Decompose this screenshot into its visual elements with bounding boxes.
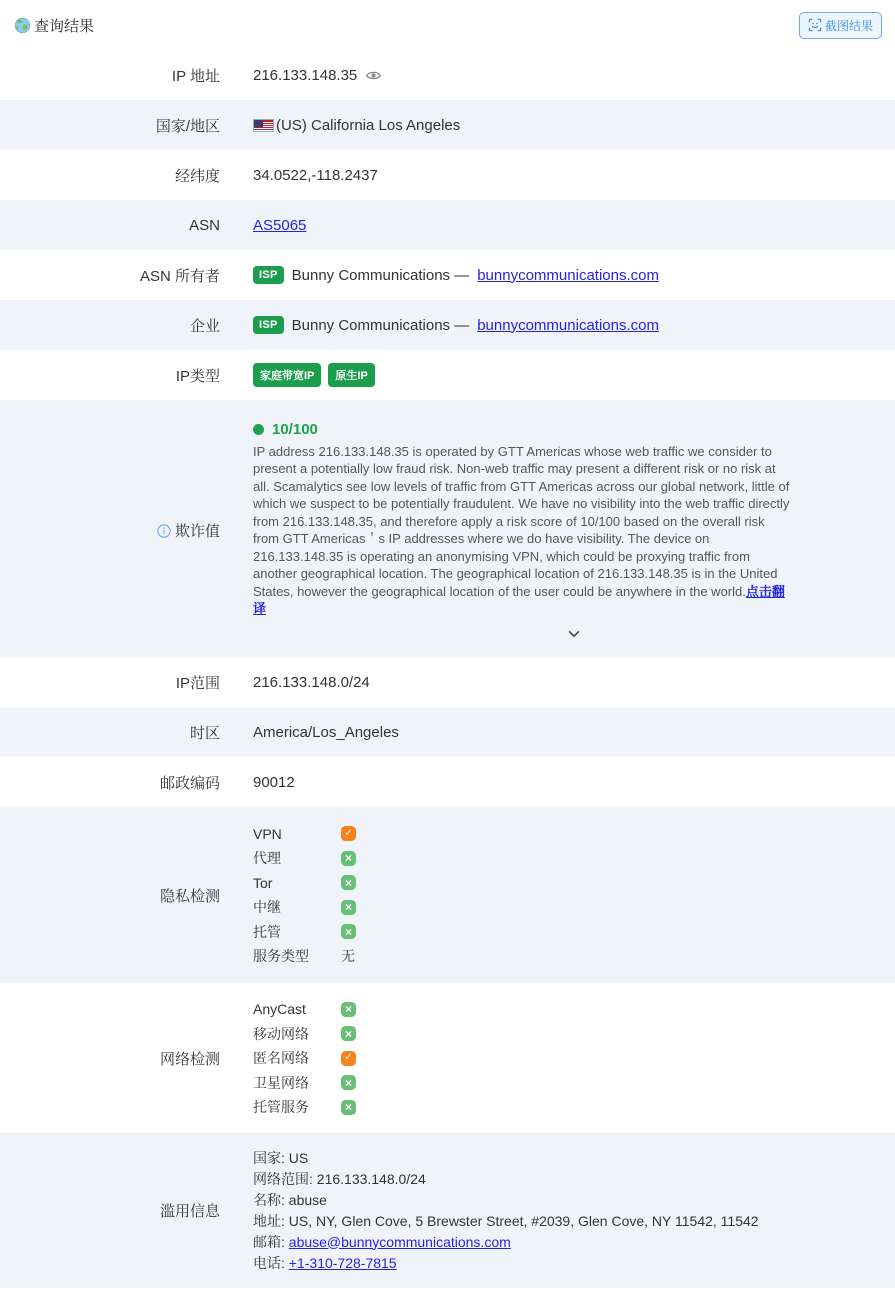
network-list <box>253 997 895 1120</box>
abuse-line <box>253 1232 895 1253</box>
status-icon <box>341 826 356 841</box>
us-flag-icon <box>253 119 274 132</box>
status-icon <box>341 924 356 939</box>
timezone-label: 时区 <box>189 724 220 742</box>
privacy-item <box>253 895 895 920</box>
network-item <box>253 1021 895 1046</box>
privacy-item <box>253 871 895 896</box>
company-label: 企业 <box>189 317 220 335</box>
abuse-line-text: 网络范围: 216.133.148.0/24 <box>253 1170 426 1187</box>
row-postal-code <box>0 757 895 807</box>
privacy-item <box>253 920 895 945</box>
page-title-text: 查询结果 <box>34 17 95 35</box>
abuse-line-text: 国家: US <box>253 1149 309 1166</box>
status-icon <box>341 851 356 866</box>
page-title <box>14 15 94 36</box>
abuse-line-text: 电话: <box>253 1254 289 1271</box>
network-item <box>253 1046 895 1071</box>
timezone-value: America/Los_Angeles <box>253 723 399 741</box>
abuse-line <box>253 1148 895 1169</box>
row-country <box>0 100 895 150</box>
abuse-line-text: 邮箱: <box>253 1233 289 1250</box>
abuse-line-link[interactable]: +1-310-728-7815 <box>288 1254 397 1271</box>
asn-owner-label: ASN 所有者 <box>139 267 220 285</box>
native-ip-badge: 原生IP <box>328 363 374 387</box>
status-icon <box>341 1075 356 1090</box>
info-icon <box>157 524 171 538</box>
privacy-item-name: 服务类型 <box>253 948 309 965</box>
network-item-name: 托管服务 <box>253 1099 309 1115</box>
row-ip-type <box>0 350 895 400</box>
network-item-name: 匿名网络 <box>253 1050 309 1066</box>
abuse-line-text: 名称: abuse <box>253 1191 327 1208</box>
expand-toggle[interactable] <box>253 627 895 641</box>
isp-badge: ISP <box>253 316 284 334</box>
ip-address-value: 216.133.148.35 <box>253 66 358 84</box>
ip-range-label: IP范围 <box>175 674 220 692</box>
score-dot-icon <box>253 424 264 435</box>
abuse-line-text: 地址: US, NY, Glen Cove, 5 Brewster Street, #2039, Glen Cove, NY 11542, 11542 <box>253 1212 759 1229</box>
company-domain-link[interactable]: bunnycommunications.com <box>477 316 659 334</box>
network-item-name: 移动网络 <box>253 1025 309 1042</box>
row-asn <box>0 200 895 250</box>
abuse-line <box>253 1190 895 1211</box>
row-asn-owner <box>0 250 895 300</box>
globe-icon <box>14 17 31 34</box>
fraud-label: 欺诈值 <box>174 523 220 540</box>
country-value: (US) California Los Angeles <box>276 116 461 134</box>
privacy-detection-label: 隐私检测 <box>159 887 220 905</box>
row-fraud-score <box>0 400 895 657</box>
postal-code-label: 邮政编码 <box>159 774 220 792</box>
network-item <box>253 1070 895 1095</box>
status-icon <box>341 900 356 915</box>
privacy-item-name: VPN <box>253 825 282 842</box>
latlng-label: 经纬度 <box>174 167 220 185</box>
row-abuse-info <box>0 1133 895 1288</box>
home-broadband-ip-badge: 家庭带宽IP <box>253 363 321 387</box>
eye-icon[interactable] <box>365 67 382 84</box>
abuse-line <box>253 1253 895 1274</box>
status-icon <box>341 1002 356 1017</box>
network-detection-label: 网络检测 <box>159 1050 220 1068</box>
asn-owner-domain-link[interactable]: bunnycommunications.com <box>477 266 659 284</box>
chevron-down-icon <box>567 627 581 641</box>
privacy-item-value: 无 <box>341 948 355 965</box>
postal-code-value: 90012 <box>253 773 295 791</box>
privacy-item <box>253 822 895 847</box>
abuse-line <box>253 1211 895 1232</box>
asn-link[interactable]: AS5065 <box>253 216 307 234</box>
row-latlng <box>0 150 895 200</box>
network-item-name: 卫星网络 <box>253 1074 309 1091</box>
abuse-line <box>253 1169 895 1190</box>
network-item <box>253 1095 895 1120</box>
status-icon <box>341 1100 356 1115</box>
status-icon <box>341 1051 356 1066</box>
privacy-item-name: 中继 <box>253 899 281 916</box>
row-network-detection <box>0 983 895 1133</box>
row-company <box>0 300 895 350</box>
abuse-info-label: 滥用信息 <box>159 1203 220 1220</box>
privacy-list <box>253 822 895 969</box>
fraud-score-value: 10/100 <box>272 420 318 438</box>
row-privacy-detection <box>0 807 895 983</box>
ip-type-label: IP类型 <box>175 367 220 385</box>
privacy-item-name: 托管 <box>253 923 281 940</box>
row-timezone <box>0 707 895 757</box>
row-ip-range <box>0 657 895 707</box>
asn-owner-name: Bunny Communications — <box>291 266 470 284</box>
asn-label: ASN <box>189 216 220 234</box>
screenshot-icon <box>808 18 822 32</box>
abuse-line-link[interactable]: abuse@bunnycommunications.com <box>288 1233 511 1250</box>
abuse-lines <box>253 1148 895 1274</box>
row-ip-address <box>0 50 895 100</box>
isp-badge: ISP <box>253 266 284 284</box>
network-item <box>253 997 895 1022</box>
latlng-value: 34.0522,-118.2437 <box>253 166 378 184</box>
network-item-name: AnyCast <box>253 1001 306 1017</box>
company-name: Bunny Communications — <box>291 316 470 334</box>
country-label: 国家/地区 <box>155 117 220 135</box>
status-icon <box>341 1026 356 1041</box>
privacy-item <box>253 944 895 969</box>
fraud-score <box>253 421 895 438</box>
status-icon <box>341 875 356 890</box>
privacy-item <box>253 846 895 871</box>
privacy-item-name: Tor <box>253 874 273 891</box>
ip-address-label: IP 地址 <box>171 67 220 85</box>
privacy-item-name: 代理 <box>253 850 281 867</box>
translate-link[interactable]: 点击翻译 <box>253 583 785 616</box>
ip-range-value: 216.133.148.0/24 <box>253 673 370 691</box>
fraud-description-text: IP address 216.133.148.35 is operated by GTT Americas whose web traffic we consider to present a potentially low fraud risk. Non-web traffic may present a different risk or no risk at all. Scamalytics see low levels of traffic from GTT Americas across our global network, little of which we suspect to be potentially fraudulent. We have no visibility into the web traffic directly from 216.133.148.35, and therefore apply a risk score of 10/100 based on the overall risk from GTT Americas＇s IP addresses where we do have visibility. The device on 216.133.148.35 is operating an anonymising VPN, which could be proxying traffic from another geographical location. The geographical location of 216.133.148.35 is in the United States, however the geographical location of the user could be anywhere in the world. <box>253 443 790 599</box>
fraud-label-group <box>0 520 220 541</box>
screenshot-button-label: 截图结果 <box>824 18 873 33</box>
fraud-description <box>253 443 790 618</box>
screenshot-result-button[interactable] <box>799 12 882 39</box>
results-header <box>0 0 895 50</box>
